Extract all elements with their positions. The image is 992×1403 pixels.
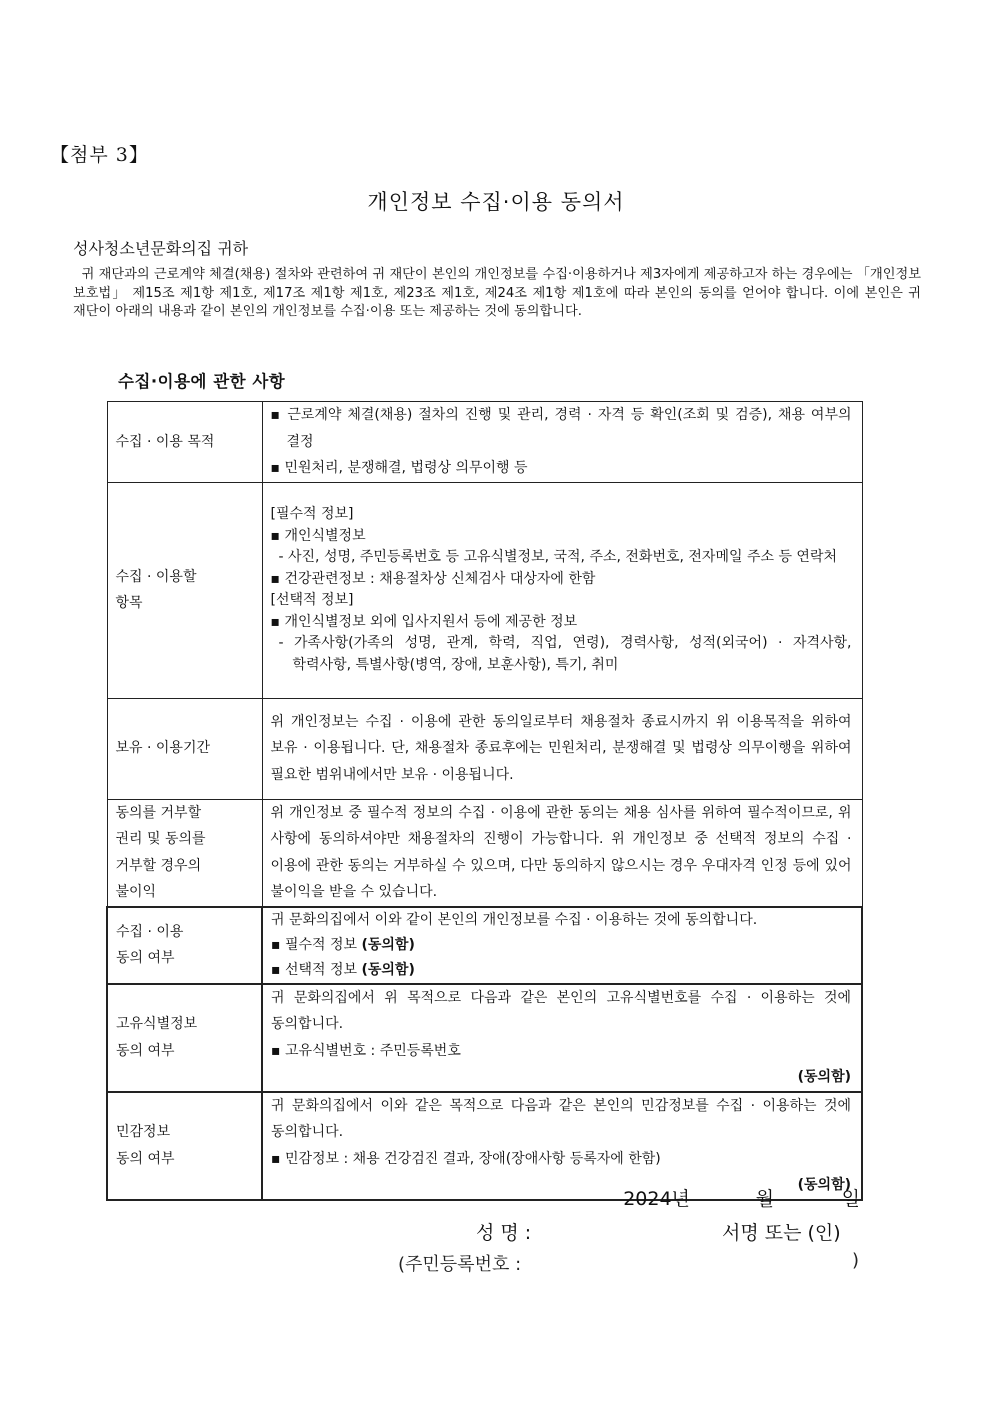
consent-required-label: 필수적 정보: [284, 936, 358, 953]
purpose-line-2: [271, 455, 852, 482]
bullet-icon: [271, 1043, 285, 1059]
sensitive-agree: (동의함): [797, 1177, 851, 1193]
consent-text: 귀 문화의집에서 이와 같이 본인의 개인정보를 수집 · 이용하는 것에 동의합니다.: [271, 911, 758, 928]
row-refusal: [107, 799, 862, 907]
required-item-2-text: 건강관련정보 : 채용절차상 신체검사 대상자에 한함: [284, 570, 596, 587]
items-content: [262, 482, 862, 698]
bullet-icon: [271, 407, 288, 423]
retention-label: 보유 · 이용기간: [107, 698, 262, 799]
optional-item-1-text: 개인식별정보 외에 입사지원서 등에 제공한 정보: [284, 613, 578, 630]
required-item-1: [271, 526, 852, 548]
section-title: 수집·이용에 관한 사항: [118, 372, 286, 391]
bullet-icon: [271, 1151, 285, 1167]
required-item-2: [271, 569, 852, 591]
date-day: 일: [841, 1188, 860, 1210]
purpose-line-1: [271, 402, 852, 455]
bullet-icon: [271, 571, 285, 587]
purpose-content: [262, 402, 862, 483]
rrn-close: ): [852, 1250, 860, 1271]
refusal-label-line-1: 동의를 거부할: [115, 804, 202, 821]
required-item-1-detail: - 사진, 성명, 주민등록번호 등 고유식별정보, 국적, 주소, 전화번호, 전자메일 주소 등 연락처: [278, 549, 837, 565]
consent-optional-label: 선택적 정보: [284, 961, 358, 978]
consent-label: [107, 907, 262, 984]
consent-optional-value: (동의함): [361, 961, 415, 978]
unique-id-content: [262, 984, 862, 1092]
purpose-label: 수집 · 이용 목적: [107, 402, 262, 483]
consent-content: [262, 907, 862, 984]
purpose-line-1-text: 근로계약 체결(채용) 절차의 진행 및 관리, 경력 · 자격 등 확인(조회 및 검증), 채용 여부의 결정: [286, 407, 852, 450]
bullet-icon: [271, 937, 285, 953]
refusal-content: 위 개인정보 중 필수적 정보의 수집 · 이용에 관한 동의는 채용 심사를 위하여 필수적이므로, 위 사항에 동의하셔야만 채용절차의 진행이 가능합니다. 위 개인정보 중 선택적 정보의 수집 · 이용에 관한 동의는 거부하실 수 있으며, 다만 동의하지 않으시는 경우 우대자격 인정 등에 있어 불이익을 받을 수 있습니다.: [262, 799, 862, 907]
sensitive-item-text: 민감정보 : 채용 건강검진 결과, 장애(장애사항 등록자에 한함): [284, 1150, 661, 1167]
name-label: 성 명 :: [476, 1222, 532, 1244]
consent-required: [271, 933, 851, 958]
items-label: [107, 482, 262, 698]
bullet-icon: [271, 528, 285, 544]
sensitive-item: [271, 1146, 851, 1173]
unique-id-agree: (동의함): [797, 1069, 851, 1085]
unique-id-item-text: 고유식별번호 : 주민등록번호: [284, 1042, 461, 1059]
refusal-label: [107, 799, 262, 907]
unique-id-label: [107, 984, 262, 1092]
optional-item-1: [271, 612, 852, 634]
required-item-1-text: 개인식별정보: [284, 527, 366, 544]
refusal-label-line-2: 권리 및 동의를: [115, 831, 206, 847]
optional-item-1-detail: - 가족사항(가족의 성명, 관계, 학력, 직업, 연령), 경력사항, 성적(외국어) · 자격사항, 학력사항, 특별사항(병역, 장애, 보훈사항), 특기, 취미: [278, 635, 852, 673]
sensitive-label-line-1: 민감정보: [116, 1124, 171, 1140]
consent-table: [106, 401, 863, 1201]
bullet-icon: [271, 460, 285, 476]
unique-id-item: [271, 1038, 851, 1065]
date-year: 2024년: [623, 1188, 690, 1210]
items-label-line-1: 수집 · 이용할: [115, 568, 197, 585]
items-label-line-2: 항목: [115, 595, 143, 611]
optional-header: [선택적 정보]: [270, 592, 354, 608]
signature-label: 서명 또는 (인): [722, 1222, 841, 1244]
intro-text: 귀 재단과의 근로계약 체결(채용) 절차와 관련하여 귀 재단이 본인의 개인정보를 수집·이용하거나 제3자에게 제공하고자 하는 경우에는 「개인정보 보호법」 제15조 제1항 제1호, 제17조 제1항 제1호, 제23조 제1호, 제24조 제1항 제1호에 따라 본인의 동의를 얻어야 합니다. 이에 본인은 귀 재단이 아래의 내용과 같이 본인의 개인정보를 수집·이용 또는 제공하는 것에 동의합니다.: [73, 267, 921, 320]
purpose-line-2-text: 민원처리, 분쟁해결, 법령상 의무이행 등: [284, 460, 528, 476]
required-header: [필수적 정보]: [270, 506, 354, 522]
retention-content: 위 개인정보는 수집 · 이용에 관한 동의일로부터 채용절차 종료시까지 위 이용목적을 위하여 보유 · 이용됩니다. 단, 채용절차 종료후에는 민원처리, 분쟁해결 및 법령상 의무이행을 위하여 필요한 범위내에서만 보유 · 이용됩니다.: [262, 698, 862, 799]
consent-optional: [271, 958, 851, 983]
unique-id-text: 귀 문화의집에서 위 목적으로 다음과 같은 본인의 고유식별번호를 수집 · 이용하는 것에 동의합니다.: [271, 989, 851, 1032]
sensitive-label-line-2: 동의 여부: [116, 1150, 175, 1167]
bullet-icon: [271, 962, 285, 978]
row-unique-id: [107, 984, 862, 1092]
refusal-label-line-3: 거부할 경우의: [115, 857, 202, 874]
row-purpose: [107, 402, 862, 483]
attachment-label: 【첨부 3】: [50, 144, 149, 166]
consent-label-line-2: 동의 여부: [116, 950, 175, 966]
sensitive-text: 귀 문화의집에서 이와 같은 목적으로 다음과 같은 본인의 민감정보를 수집 · 이용하는 것에 동의합니다.: [271, 1097, 851, 1140]
date-month: 월: [755, 1188, 774, 1210]
refusal-label-line-4: 불이익: [115, 884, 157, 900]
unique-id-label-line-1: 고유식별정보: [116, 1016, 198, 1032]
recipient: 성사청소년문화의집 귀하: [73, 239, 249, 258]
consent-required-value: (동의함): [361, 936, 415, 953]
intro-paragraph: [73, 266, 921, 322]
row-items: [107, 482, 862, 698]
row-retention: [107, 698, 862, 799]
unique-id-label-line-2: 동의 여부: [116, 1042, 175, 1059]
row-consent: [107, 907, 862, 984]
bullet-icon: [271, 614, 285, 630]
rrn-label: (주민등록번호 :: [398, 1254, 522, 1275]
date-line: [0, 1184, 860, 1211]
consent-label-line-1: 수집 · 이용: [116, 923, 184, 940]
document-title: 개인정보 수집·이용 동의서: [367, 190, 625, 214]
